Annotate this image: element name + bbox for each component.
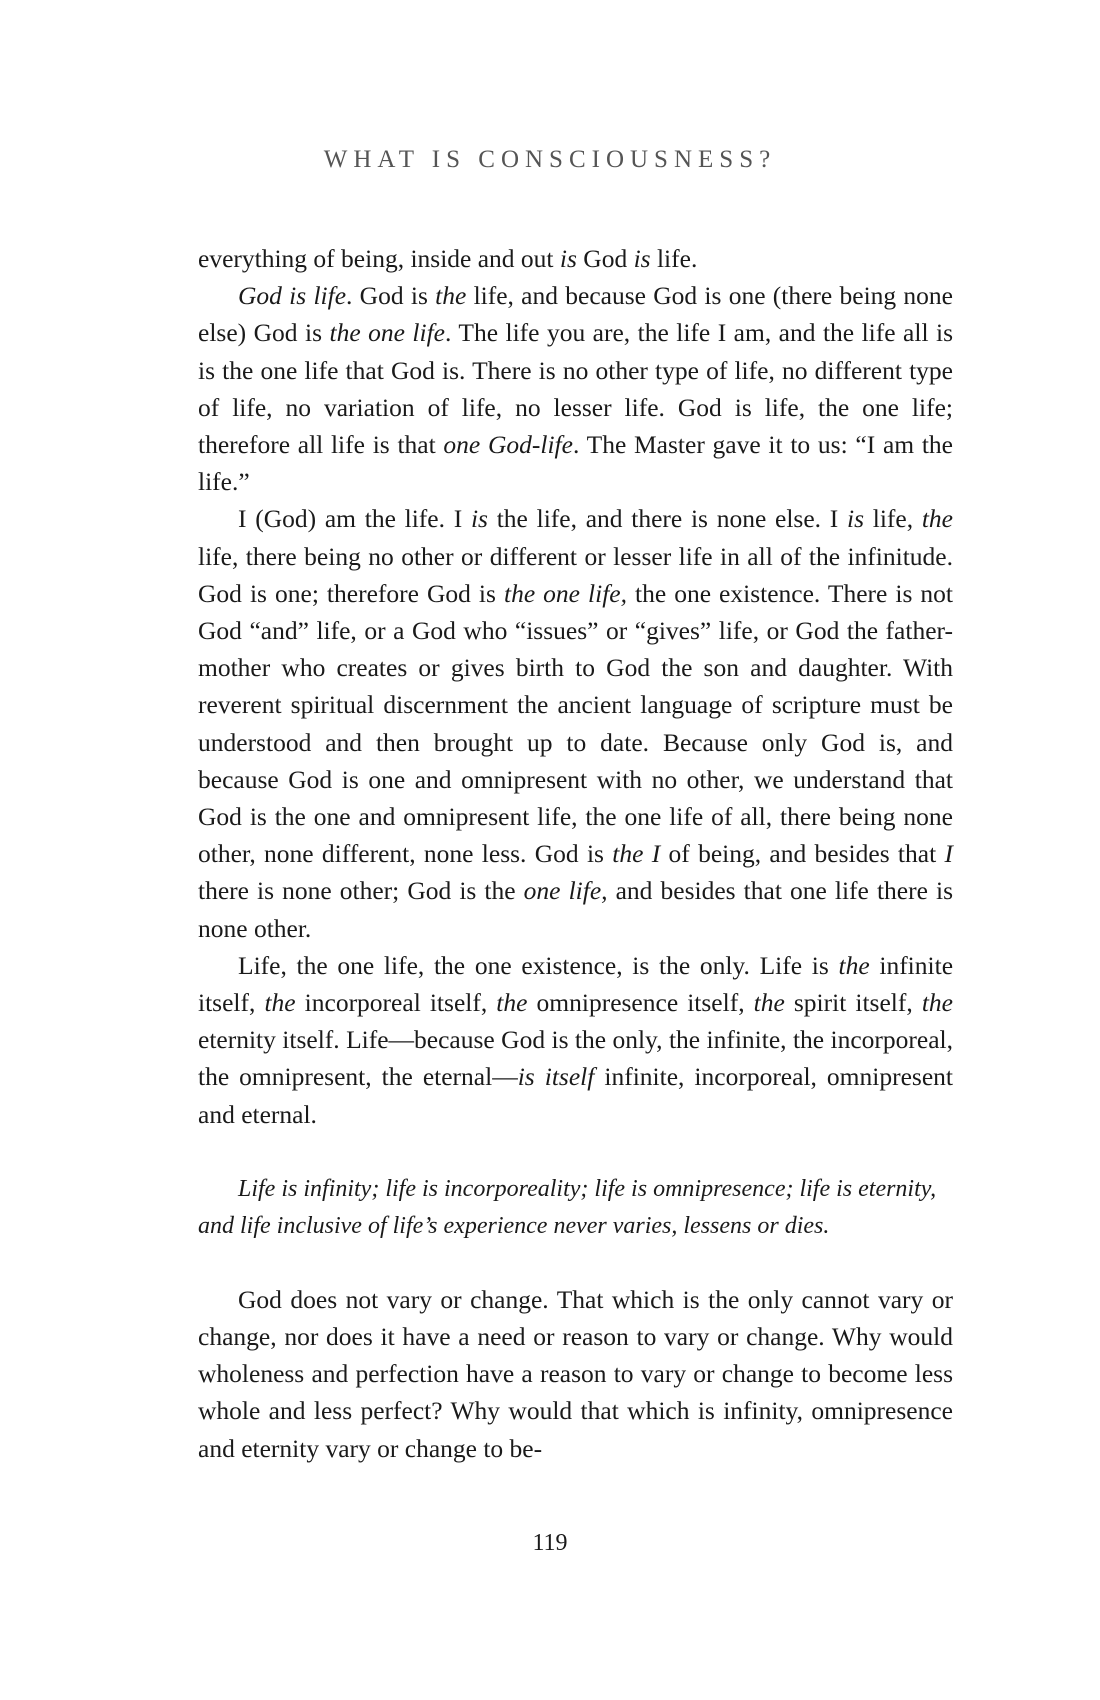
text-run: eternity itself. Life—because God is the only, the infinite, the incorporeal, the omnipresent, the eternal—	[198, 1025, 953, 1092]
paragraph-p2	[198, 277, 953, 500]
italic-run: the	[435, 281, 467, 311]
italic-run: is	[470, 504, 488, 534]
block-quote-line-1: Life is infinity; life is incorporeality; life is omnipresence; life is eternity,	[238, 1175, 937, 1202]
text-run: infinite itself,	[198, 950, 954, 1018]
italic-run: the	[921, 504, 953, 534]
block-quote-line-2: and life inclusive of life’s experience never varies, lessens or dies.	[198, 1212, 830, 1239]
italic-run: God is life	[238, 281, 347, 311]
text-run: God	[576, 244, 634, 273]
italic-run: one God-life	[443, 430, 573, 460]
text-run: . The Master gave it to us: “I am the life.”	[198, 430, 953, 497]
italic-run: the	[753, 988, 785, 1018]
text-run: . The life you are, the life I am, and the life all is is the one life that God is. There is no other type of life, no different type of life, no variation of life, no lesser life. God is life, the one life; therefore all life is that	[198, 318, 954, 460]
italic-run: is	[633, 244, 651, 273]
text-run: everything of being, inside and out	[198, 244, 560, 273]
italic-run: one life,	[523, 876, 608, 906]
text-run: life.	[650, 244, 698, 273]
running-head: WHAT IS CONSCIOUSNESS?	[323, 146, 777, 173]
body-text	[198, 240, 953, 1467]
text-run: there is none other; God is the	[198, 876, 524, 906]
italic-run: is itself	[517, 1062, 595, 1092]
text-run: I (God) am the life. I	[238, 504, 471, 534]
text-run: of being, and besides that	[660, 839, 945, 869]
italic-run: the one life,	[503, 578, 627, 608]
text-run: spirit itself,	[784, 988, 922, 1018]
text-run: life,	[864, 504, 922, 534]
text-run: the life, and there is none else. I	[487, 504, 847, 534]
page-number: 119	[532, 1530, 568, 1556]
text-run: the one existence. There is not God “and” life, or a God who “issues” or “gives” life, or God the father-mother who creates or gives birth to God the son and daughter. With reverent spiritual discernment the ancient language of scripture must be understood and then brought up to date. Because only God is, and because God is one and omnipresent with no other, we understand that God is the one and omnipresent life, the one life of all, there being none other, none different, none less. God is	[198, 578, 953, 869]
text-run: life, there being no other or different or lesser life in all of the infinitude. God is one; therefore God is	[198, 541, 953, 608]
paragraph-p1	[198, 240, 953, 277]
text-run: omnipresence itself,	[527, 988, 754, 1018]
paragraphs-after-quote	[198, 1281, 953, 1467]
italic-run: the I	[612, 839, 661, 869]
text-run: . God is	[346, 281, 436, 311]
block-quote	[198, 1171, 953, 1245]
text-run: incorporeal itself,	[295, 988, 497, 1018]
text-run: Life, the one life, the one existence, is the only. Life is	[238, 950, 839, 980]
italic-run: is	[559, 244, 577, 273]
italic-run: is	[847, 504, 865, 534]
text-run: and besides that one life there is none other.	[198, 876, 953, 943]
text-run: infinite, incorporeal, omnipresent and eternal.	[198, 1062, 953, 1129]
italic-run: the	[838, 950, 870, 980]
paragraph-p5	[198, 1281, 953, 1467]
italic-run: the	[496, 988, 528, 1018]
paragraph-p4	[198, 947, 953, 1133]
italic-run: I	[944, 839, 953, 869]
italic-run: the one life	[329, 318, 445, 348]
text-run: God does not vary or change. That which is the only cannot vary or change, nor does it have a need or reason to vary or change. Why would wholeness and perfection have a reason to vary or change to become less whole and less perfect? Why would that which is infinity, omnipresence and eternity vary or change to be-	[198, 1284, 953, 1463]
text-run: life, and because God is one (there being none else) God is	[198, 281, 953, 348]
italic-run: the	[921, 988, 953, 1018]
paragraph-p3	[198, 500, 953, 946]
paragraphs-before-quote	[198, 240, 953, 1133]
italic-run: the	[264, 988, 296, 1018]
